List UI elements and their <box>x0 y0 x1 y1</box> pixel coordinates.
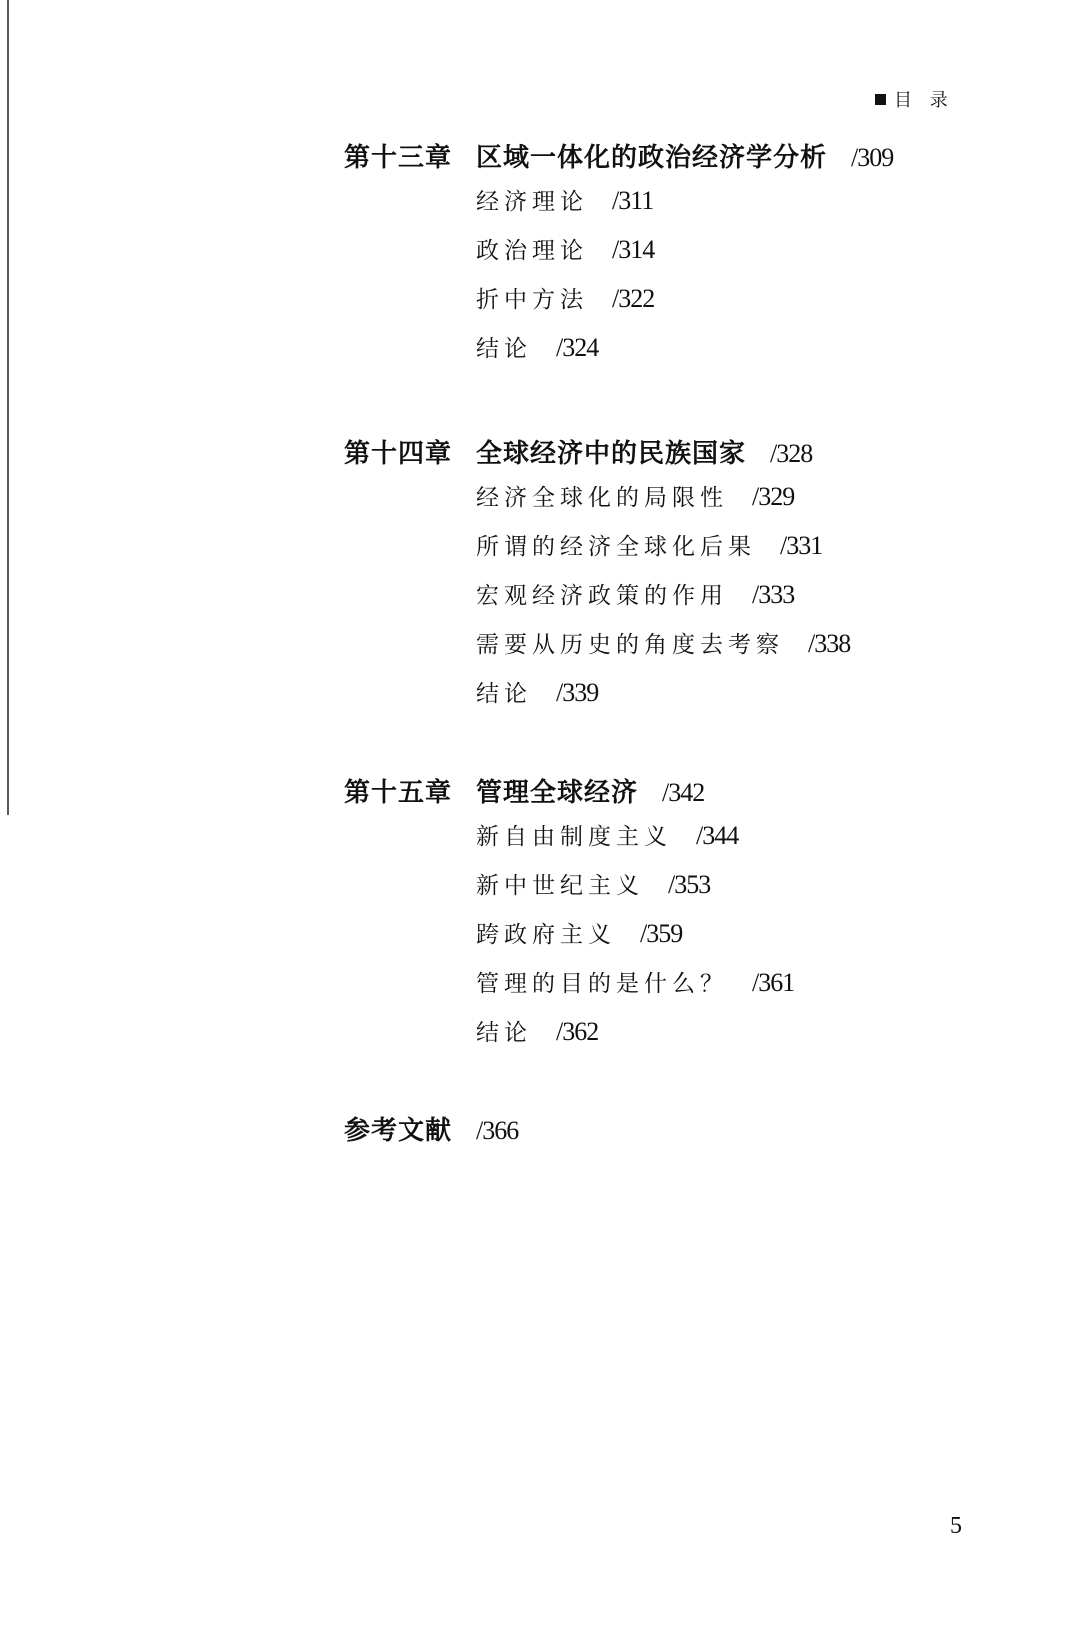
section-title: 管理的目的是什么？ <box>476 971 728 997</box>
section-title: 经济全球化的局限性 <box>476 485 728 511</box>
section-title: 结论 <box>476 681 532 707</box>
section-page: /333 <box>752 580 795 609</box>
section-list <box>476 176 1044 372</box>
chapter-14 <box>344 436 1044 717</box>
chapter-heading[interactable] <box>344 775 1044 811</box>
section-page: /324 <box>556 333 599 362</box>
page-number: 5 <box>950 1513 962 1539</box>
chapter-heading[interactable] <box>344 436 1044 472</box>
section-title: 跨政府主义 <box>476 922 616 948</box>
section-title: 折中方法 <box>476 287 588 313</box>
section-title: 结论 <box>476 336 532 362</box>
section-title: 政治理论 <box>476 238 588 264</box>
bibliography-title: 参考文献 <box>344 1116 453 1146</box>
chapter-heading[interactable] <box>344 140 1044 176</box>
section-title: 经济理论 <box>476 189 588 215</box>
section-page: /338 <box>808 629 851 658</box>
chapter-number: 第十四章 <box>344 439 453 469</box>
section-page: /359 <box>640 919 683 948</box>
section-item[interactable] <box>476 668 1044 717</box>
section-page: /344 <box>696 821 739 850</box>
header-label: 目 录 <box>894 90 954 111</box>
chapter-page: /342 <box>662 778 705 807</box>
section-item[interactable] <box>476 1007 1044 1056</box>
section-page: /314 <box>612 235 655 264</box>
section-item[interactable] <box>476 811 1044 860</box>
section-item[interactable] <box>476 472 1044 521</box>
square-bullet-icon <box>875 94 886 105</box>
section-title: 所谓的经济全球化后果 <box>476 534 756 560</box>
section-item[interactable] <box>476 570 1044 619</box>
section-title: 结论 <box>476 1020 532 1046</box>
chapter-page: /328 <box>770 439 813 468</box>
chapter-15 <box>344 775 1044 1056</box>
page-edge-rule <box>7 0 9 815</box>
section-page: /311 <box>612 186 654 215</box>
chapter-13 <box>344 140 1044 372</box>
section-page: /362 <box>556 1017 599 1046</box>
section-title: 新中世纪主义 <box>476 873 644 899</box>
section-page: /353 <box>668 870 711 899</box>
section-page: /329 <box>752 482 795 511</box>
section-page: /361 <box>752 968 795 997</box>
section-title: 宏观经济政策的作用 <box>476 583 728 609</box>
section-list <box>476 472 1044 717</box>
chapter-title: 全球经济中的民族国家 <box>476 439 747 469</box>
chapter-number: 第十五章 <box>344 778 453 808</box>
section-title: 新自由制度主义 <box>476 824 672 850</box>
section-page: /339 <box>556 678 599 707</box>
section-title: 需要从历史的角度去考察 <box>476 632 784 658</box>
bibliography-entry[interactable] <box>344 1110 518 1147</box>
section-item[interactable] <box>476 274 1044 323</box>
section-item[interactable] <box>476 860 1044 909</box>
section-page: /322 <box>612 284 655 313</box>
section-list <box>476 811 1044 1056</box>
bibliography-page: /366 <box>476 1116 519 1145</box>
chapter-title: 区域一体化的政治经济学分析 <box>476 143 828 173</box>
section-item[interactable] <box>476 521 1044 570</box>
chapter-page: /309 <box>851 143 894 172</box>
section-item[interactable] <box>476 176 1044 225</box>
section-item[interactable] <box>476 619 1044 668</box>
section-item[interactable] <box>476 323 1044 372</box>
chapter-title: 管理全球经济 <box>476 778 639 808</box>
section-page: /331 <box>780 531 823 560</box>
section-item[interactable] <box>476 225 1044 274</box>
chapter-number: 第十三章 <box>344 143 453 173</box>
running-header <box>875 86 954 112</box>
section-item[interactable] <box>476 958 1044 1007</box>
section-item[interactable] <box>476 909 1044 958</box>
